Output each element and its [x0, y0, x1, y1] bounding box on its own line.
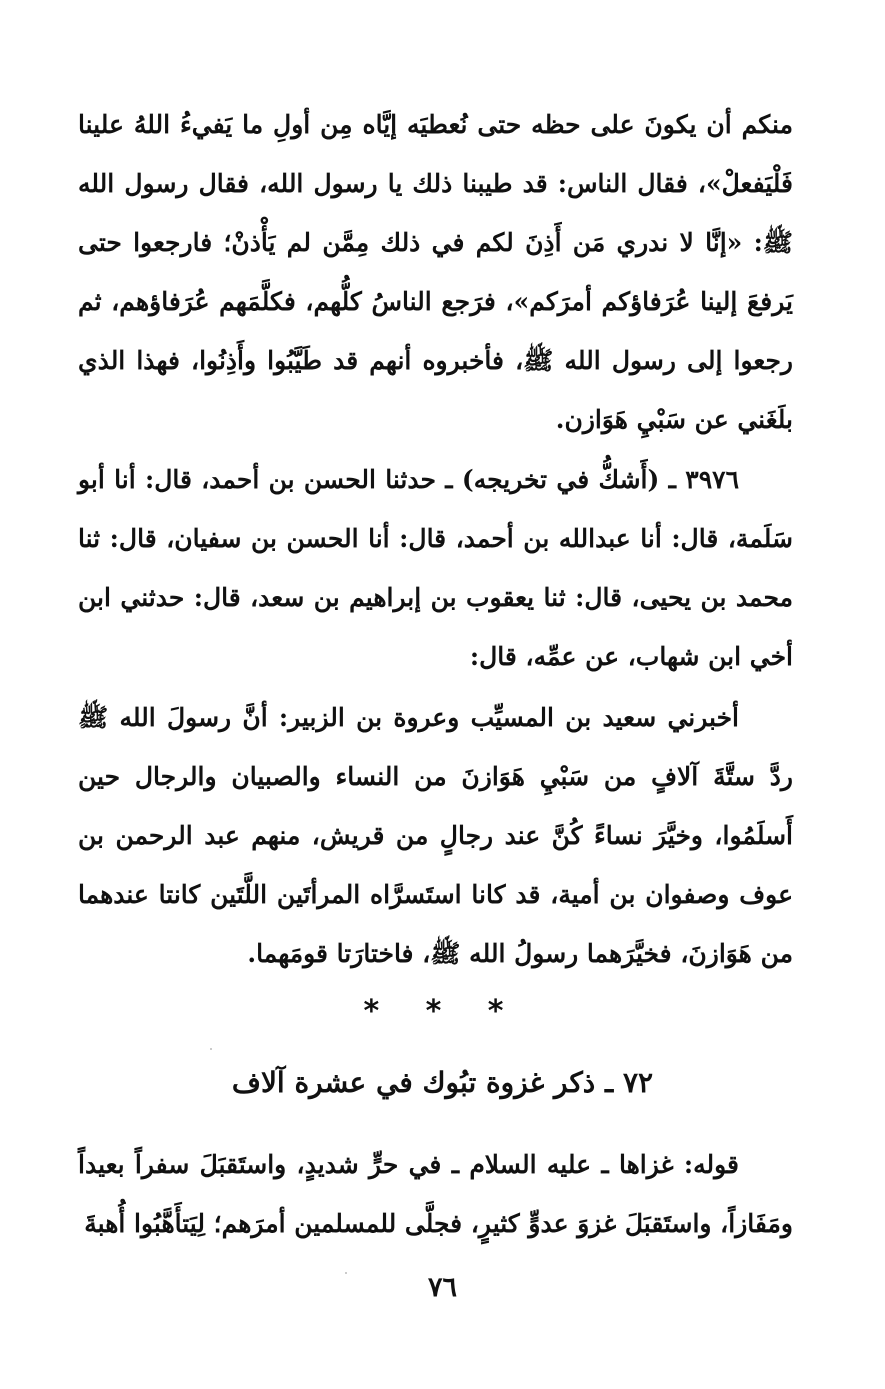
page-number: ٧٦ [427, 1272, 457, 1303]
paragraph-hadith-3976-isnad: ٣٩٧٦ ـ (أَشكُّ في تخريجه) ـ حدثنا الحسن بن أحمد، قال: أنا أبو سَلَمة، قال: أنا عبدالله بن أحمد، قال: أنا الحسن بن سفيان، قال: ثنا محمد بن يحيى، قال: ثنا يعقوب بن إبراهيم بن سعد، قال: حدثني ابن أخي ابن شهاب، عن عمِّه، قال: [78, 465, 793, 671]
section-separator: * * * [363, 994, 522, 1029]
section-heading: ٧٢ ـ ذكر غزوة تبُوك في عشرة آلاف [231, 1066, 654, 1099]
paragraph-tabuk-intro: قوله: غزاها ـ عليه السلام ـ في حرٍّ شديدٍ، واستَقبَلَ سفراً بعيداً ومَفَازاً، واستَقبَلَ غزوَ عدوٍّ كثيرٍ، فجلَّى للمسلمين أمرَهم؛ لِيَتأَهَّبُوا أُهبةَ [78, 1150, 793, 1238]
scan-speck [345, 1272, 347, 1274]
paragraph-hadith-continuation: منكم أن يكونَ على حظه حتى نُعطيَه إيَّاه مِن أولِ ما يَفيءُ اللهُ علينا فَلْيَفعلْ»، فقال الناس: قد طيبنا ذلك يا رسول الله، فقال رسول الله ﷺ: «إنَّا لا ندري مَن أَذِنَ لكم في ذلك مِمَّن لم يَأْذنْ؛ فارجعوا حتى يَرفعَ إلينا عُرَفاؤكم أمرَكم»، فرَجع الناسُ كلُّهم، فكلَّمَهم عُرَفاؤهم، ثم رجعوا إلى رسول الله ﷺ، فأخبروه أنهم قد طَيَّبُوا وأَذِنُوا، فهذا الذي بلَغَني عن سَبْيِ هَوَازن. [78, 110, 793, 434]
paragraph-hadith-3976-matn: أخبرني سعيد بن المسيِّب وعروة بن الزبير: أنَّ رسولَ الله ﷺ ردَّ ستَّةَ آلافٍ من سَبْيِ هَوَازنَ من النساء والصبيان والرجال حين أَسلَمُوا، وخيَّرَ نساءً كُنَّ عند رجالٍ من قريش، منهم عبد الرحمن بن عوف وصفوان بن أمية، قد كانا استَسرَّاه المرأتَين اللَّتَين كانتا عندهما من هَوَازنَ، فخيَّرَهما رسولُ الله ﷺ، فاختارَتا قومَهما. [78, 703, 793, 968]
scan-speck [210, 1048, 212, 1050]
